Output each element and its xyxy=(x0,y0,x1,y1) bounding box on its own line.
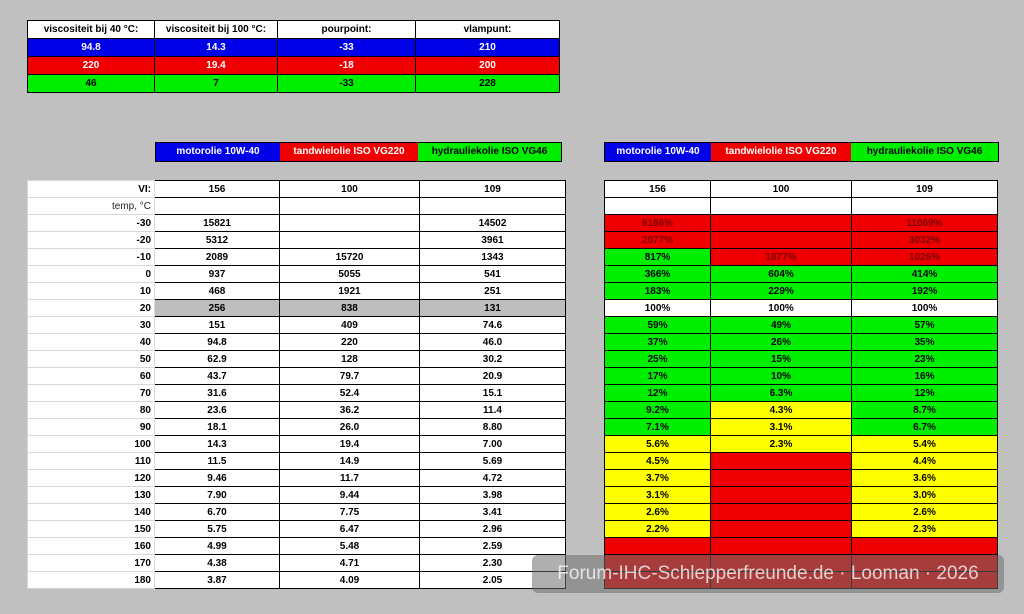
pct-vi-row xyxy=(605,181,998,198)
percentage-cell: 35% xyxy=(852,334,998,351)
percentage-cell xyxy=(852,538,998,555)
table-row xyxy=(605,300,998,317)
percentage-cell: 100% xyxy=(605,300,711,317)
spec-row-gear-oil xyxy=(28,57,560,75)
viscosity-cell: 5055 xyxy=(280,266,420,283)
viscosity-cell xyxy=(280,215,420,232)
viscosity-cell: 2.96 xyxy=(420,521,566,538)
temperature-label: 30 xyxy=(28,317,155,334)
table-row xyxy=(28,521,566,538)
percentage-cell xyxy=(852,198,998,215)
percentage-cell: 6.3% xyxy=(711,385,852,402)
table-row xyxy=(605,249,998,266)
temperature-label: 140 xyxy=(28,504,155,521)
viscosity-cell: 151 xyxy=(155,317,280,334)
vi-label: VI: xyxy=(28,181,155,198)
viscosity-cell: 2.30 xyxy=(420,555,566,572)
percentage-cell: 12% xyxy=(852,385,998,402)
table-row xyxy=(28,266,566,283)
percentage-cell: 7.1% xyxy=(605,419,711,436)
table-row xyxy=(28,470,566,487)
spec-cell: -18 xyxy=(278,57,416,75)
legend-gear-oil: tandwielolie ISO VG220 xyxy=(280,143,418,161)
table-row xyxy=(605,504,998,521)
viscosity-cell: 46.0 xyxy=(420,334,566,351)
percentage-cell: 2077% xyxy=(605,232,711,249)
percentage-cell: 10% xyxy=(711,368,852,385)
viscosity-cell: 3.87 xyxy=(155,572,280,589)
viscosity-cell: 43.7 xyxy=(155,368,280,385)
table-row xyxy=(28,232,566,249)
viscosity-cell: 251 xyxy=(420,283,566,300)
spec-row-hydraulic-oil xyxy=(28,75,560,93)
table-row xyxy=(605,538,998,555)
temperature-label: 20 xyxy=(28,300,155,317)
spec-cell: 94.8 xyxy=(28,39,155,57)
percentage-cell xyxy=(711,453,852,470)
table-row xyxy=(28,249,566,266)
percentage-cell: 12% xyxy=(605,385,711,402)
viscosity-cell: 79.7 xyxy=(280,368,420,385)
percentage-cell xyxy=(711,521,852,538)
viscosity-cell: 3961 xyxy=(420,232,566,249)
spec-table xyxy=(27,20,560,93)
viscosity-cell: 14.3 xyxy=(155,436,280,453)
percentage-cell: 3.0% xyxy=(852,487,998,504)
viscosity-cell: 5.48 xyxy=(280,538,420,555)
table-row xyxy=(605,521,998,538)
percentage-cell: 3032% xyxy=(852,232,998,249)
temperature-label: 130 xyxy=(28,487,155,504)
percentage-cell: 9.2% xyxy=(605,402,711,419)
viscosity-cell: 5.75 xyxy=(155,521,280,538)
spec-header-visc40: viscositeit bij 40 °C: xyxy=(28,21,155,39)
viscosity-cell: 4.38 xyxy=(155,555,280,572)
spec-cell: 228 xyxy=(416,75,560,93)
percentage-cell: 37% xyxy=(605,334,711,351)
temperature-label: 0 xyxy=(28,266,155,283)
table-row xyxy=(28,436,566,453)
percentage-cell: 817% xyxy=(605,249,711,266)
viscosity-cell: 2.59 xyxy=(420,538,566,555)
legend-left xyxy=(155,142,562,162)
temperature-label: -20 xyxy=(28,232,155,249)
vi-value: 109 xyxy=(420,181,566,198)
temperature-label: 110 xyxy=(28,453,155,470)
spec-cell: 14.3 xyxy=(155,39,278,57)
table-row xyxy=(28,555,566,572)
viscosity-cell: 30.2 xyxy=(420,351,566,368)
watermark: Forum-IHC-Schlepperfreunde.de · Looman · 2026 xyxy=(532,555,1004,593)
percentage-cell: 3.1% xyxy=(605,487,711,504)
temperature-label: 60 xyxy=(28,368,155,385)
percentage-cell: 8.7% xyxy=(852,402,998,419)
percentage-cell: 2.3% xyxy=(852,521,998,538)
percentage-cell: 2.6% xyxy=(852,504,998,521)
pct-vi-value: 100 xyxy=(711,181,852,198)
percentage-cell xyxy=(711,215,852,232)
percentage-cell: 3.6% xyxy=(852,470,998,487)
percentage-cell xyxy=(711,487,852,504)
viscosity-cell: 14502 xyxy=(420,215,566,232)
percentage-cell: 16% xyxy=(852,368,998,385)
percentage-cell: 59% xyxy=(605,317,711,334)
table-row xyxy=(28,215,566,232)
percentage-cell: 2.3% xyxy=(711,436,852,453)
viscosity-cell: 14.9 xyxy=(280,453,420,470)
empty-cell xyxy=(155,198,280,215)
table-row xyxy=(28,283,566,300)
table-row xyxy=(605,368,998,385)
viscosity-cell: 3.41 xyxy=(420,504,566,521)
viscosity-cell: 11.5 xyxy=(155,453,280,470)
viscosity-cell: 5.69 xyxy=(420,453,566,470)
table-row xyxy=(605,215,998,232)
viscosity-cell: 52.4 xyxy=(280,385,420,402)
viscosity-cell: 468 xyxy=(155,283,280,300)
viscosity-cell: 6.47 xyxy=(280,521,420,538)
viscosity-cell: 36.2 xyxy=(280,402,420,419)
table-row xyxy=(28,385,566,402)
spec-row-motor-oil xyxy=(28,39,560,57)
percentage-cell xyxy=(711,470,852,487)
pct-vi-value: 156 xyxy=(605,181,711,198)
percentage-cell: 5.6% xyxy=(605,436,711,453)
legend-motor-oil: motorolie 10W-40 xyxy=(156,143,280,161)
legend-hydraulic-oil: hydrauliekolie ISO VG46 xyxy=(851,143,998,161)
viscosity-table xyxy=(27,180,566,589)
percentage-cell xyxy=(711,538,852,555)
pct-vi-value: 109 xyxy=(852,181,998,198)
viscosity-cell: 541 xyxy=(420,266,566,283)
viscosity-cell: 7.75 xyxy=(280,504,420,521)
spec-cell: 200 xyxy=(416,57,560,75)
percentage-cell xyxy=(605,198,711,215)
percentage-cell xyxy=(711,198,852,215)
viscosity-cell: 94.8 xyxy=(155,334,280,351)
percentage-cell xyxy=(711,504,852,521)
viscosity-cell: 23.6 xyxy=(155,402,280,419)
viscosity-cell: 9.46 xyxy=(155,470,280,487)
viscosity-table-body xyxy=(28,181,566,589)
temp-header-row xyxy=(28,198,566,215)
viscosity-cell: 20.9 xyxy=(420,368,566,385)
percentage-cell: 15% xyxy=(711,351,852,368)
percentage-table-body xyxy=(605,181,998,589)
spec-cell: -33 xyxy=(278,75,416,93)
viscosity-cell: 18.1 xyxy=(155,419,280,436)
legend-motor-oil: motorolie 10W-40 xyxy=(605,143,711,161)
table-row xyxy=(28,419,566,436)
percentage-cell: 1877% xyxy=(711,249,852,266)
viscosity-cell: 1921 xyxy=(280,283,420,300)
viscosity-cell: 4.99 xyxy=(155,538,280,555)
spec-header-row xyxy=(28,21,560,39)
percentage-cell: 4.4% xyxy=(852,453,998,470)
table-row xyxy=(28,300,566,317)
legend-gear-oil: tandwielolie ISO VG220 xyxy=(711,143,851,161)
percentage-cell: 17% xyxy=(605,368,711,385)
temperature-label: 170 xyxy=(28,555,155,572)
temperature-label: 100 xyxy=(28,436,155,453)
viscosity-cell: 1343 xyxy=(420,249,566,266)
legend-right xyxy=(604,142,999,162)
percentage-cell: 5.4% xyxy=(852,436,998,453)
table-row xyxy=(28,402,566,419)
viscosity-cell: 15821 xyxy=(155,215,280,232)
percentage-cell: 26% xyxy=(711,334,852,351)
empty-cell xyxy=(280,198,420,215)
viscosity-cell: 11.7 xyxy=(280,470,420,487)
percentage-table xyxy=(604,180,998,589)
viscosity-cell: 15.1 xyxy=(420,385,566,402)
table-row xyxy=(28,351,566,368)
percentage-cell: 6.7% xyxy=(852,419,998,436)
vi-row xyxy=(28,181,566,198)
temperature-label: 120 xyxy=(28,470,155,487)
temperature-label: 40 xyxy=(28,334,155,351)
viscosity-cell: 2089 xyxy=(155,249,280,266)
vi-value: 156 xyxy=(155,181,280,198)
table-row xyxy=(605,317,998,334)
percentage-cell xyxy=(711,232,852,249)
vi-value: 100 xyxy=(280,181,420,198)
percentage-cell: 414% xyxy=(852,266,998,283)
spec-cell: 220 xyxy=(28,57,155,75)
table-row xyxy=(28,538,566,555)
percentage-cell: 183% xyxy=(605,283,711,300)
temperature-label: 150 xyxy=(28,521,155,538)
viscosity-cell: 409 xyxy=(280,317,420,334)
spec-cell: 46 xyxy=(28,75,155,93)
temp-label: temp, °C xyxy=(28,198,155,215)
temperature-label: 90 xyxy=(28,419,155,436)
viscosity-cell: 11.4 xyxy=(420,402,566,419)
table-row xyxy=(605,402,998,419)
temperature-label: -10 xyxy=(28,249,155,266)
table-row xyxy=(28,504,566,521)
empty-cell xyxy=(420,198,566,215)
percentage-cell: 57% xyxy=(852,317,998,334)
viscosity-cell: 74.6 xyxy=(420,317,566,334)
viscosity-cell: 4.71 xyxy=(280,555,420,572)
spec-header-visc100: viscositeit bij 100 °C: xyxy=(155,21,278,39)
viscosity-cell xyxy=(280,232,420,249)
viscosity-cell: 26.0 xyxy=(280,419,420,436)
table-row xyxy=(605,487,998,504)
table-row xyxy=(605,232,998,249)
table-row xyxy=(605,334,998,351)
temperature-label: 50 xyxy=(28,351,155,368)
viscosity-cell: 3.98 xyxy=(420,487,566,504)
spec-cell: 19.4 xyxy=(155,57,278,75)
temperature-label: 80 xyxy=(28,402,155,419)
viscosity-cell: 6.70 xyxy=(155,504,280,521)
viscosity-cell: 937 xyxy=(155,266,280,283)
percentage-cell: 2.6% xyxy=(605,504,711,521)
viscosity-cell: 2.05 xyxy=(420,572,566,589)
percentage-cell: 3.1% xyxy=(711,419,852,436)
table-row xyxy=(605,198,998,215)
table-row xyxy=(605,453,998,470)
table-row xyxy=(605,385,998,402)
table-row xyxy=(605,283,998,300)
viscosity-cell: 4.09 xyxy=(280,572,420,589)
table-row xyxy=(605,351,998,368)
temperature-label: 70 xyxy=(28,385,155,402)
table-row xyxy=(28,572,566,589)
percentage-cell: 366% xyxy=(605,266,711,283)
spec-header-flashpoint: vlampunt: xyxy=(416,21,560,39)
viscosity-cell: 9.44 xyxy=(280,487,420,504)
percentage-cell: 1026% xyxy=(852,249,998,266)
viscosity-cell: 7.90 xyxy=(155,487,280,504)
table-row xyxy=(28,487,566,504)
table-row xyxy=(605,266,998,283)
percentage-cell: 6186% xyxy=(605,215,711,232)
legend-hydraulic-oil: hydrauliekolie ISO VG46 xyxy=(418,143,561,161)
viscosity-cell: 15720 xyxy=(280,249,420,266)
spec-cell: 210 xyxy=(416,39,560,57)
percentage-cell: 4.3% xyxy=(711,402,852,419)
viscosity-cell: 256 xyxy=(155,300,280,317)
percentage-cell: 49% xyxy=(711,317,852,334)
viscosity-cell: 838 xyxy=(280,300,420,317)
viscosity-cell: 220 xyxy=(280,334,420,351)
percentage-cell: 2.2% xyxy=(605,521,711,538)
table-row xyxy=(28,368,566,385)
table-row xyxy=(28,317,566,334)
percentage-cell: 23% xyxy=(852,351,998,368)
percentage-cell: 4.5% xyxy=(605,453,711,470)
percentage-cell: 100% xyxy=(852,300,998,317)
viscosity-cell: 131 xyxy=(420,300,566,317)
percentage-cell: 3.7% xyxy=(605,470,711,487)
viscosity-cell: 4.72 xyxy=(420,470,566,487)
percentage-cell: 192% xyxy=(852,283,998,300)
spec-cell: 7 xyxy=(155,75,278,93)
percentage-cell: 604% xyxy=(711,266,852,283)
percentage-cell: 11069% xyxy=(852,215,998,232)
viscosity-cell: 5312 xyxy=(155,232,280,249)
viscosity-cell: 7.00 xyxy=(420,436,566,453)
temperature-label: -30 xyxy=(28,215,155,232)
temperature-label: 10 xyxy=(28,283,155,300)
table-row xyxy=(605,436,998,453)
spec-header-pourpoint: pourpoint: xyxy=(278,21,416,39)
table-row xyxy=(28,334,566,351)
table-row xyxy=(605,470,998,487)
percentage-cell xyxy=(605,538,711,555)
viscosity-cell: 128 xyxy=(280,351,420,368)
percentage-cell: 229% xyxy=(711,283,852,300)
temperature-label: 160 xyxy=(28,538,155,555)
temperature-label: 180 xyxy=(28,572,155,589)
table-row xyxy=(605,419,998,436)
viscosity-cell: 8.80 xyxy=(420,419,566,436)
percentage-cell: 25% xyxy=(605,351,711,368)
percentage-cell: 100% xyxy=(711,300,852,317)
viscosity-cell: 19.4 xyxy=(280,436,420,453)
table-row xyxy=(28,453,566,470)
viscosity-cell: 31.6 xyxy=(155,385,280,402)
spec-cell: -33 xyxy=(278,39,416,57)
viscosity-cell: 62.9 xyxy=(155,351,280,368)
